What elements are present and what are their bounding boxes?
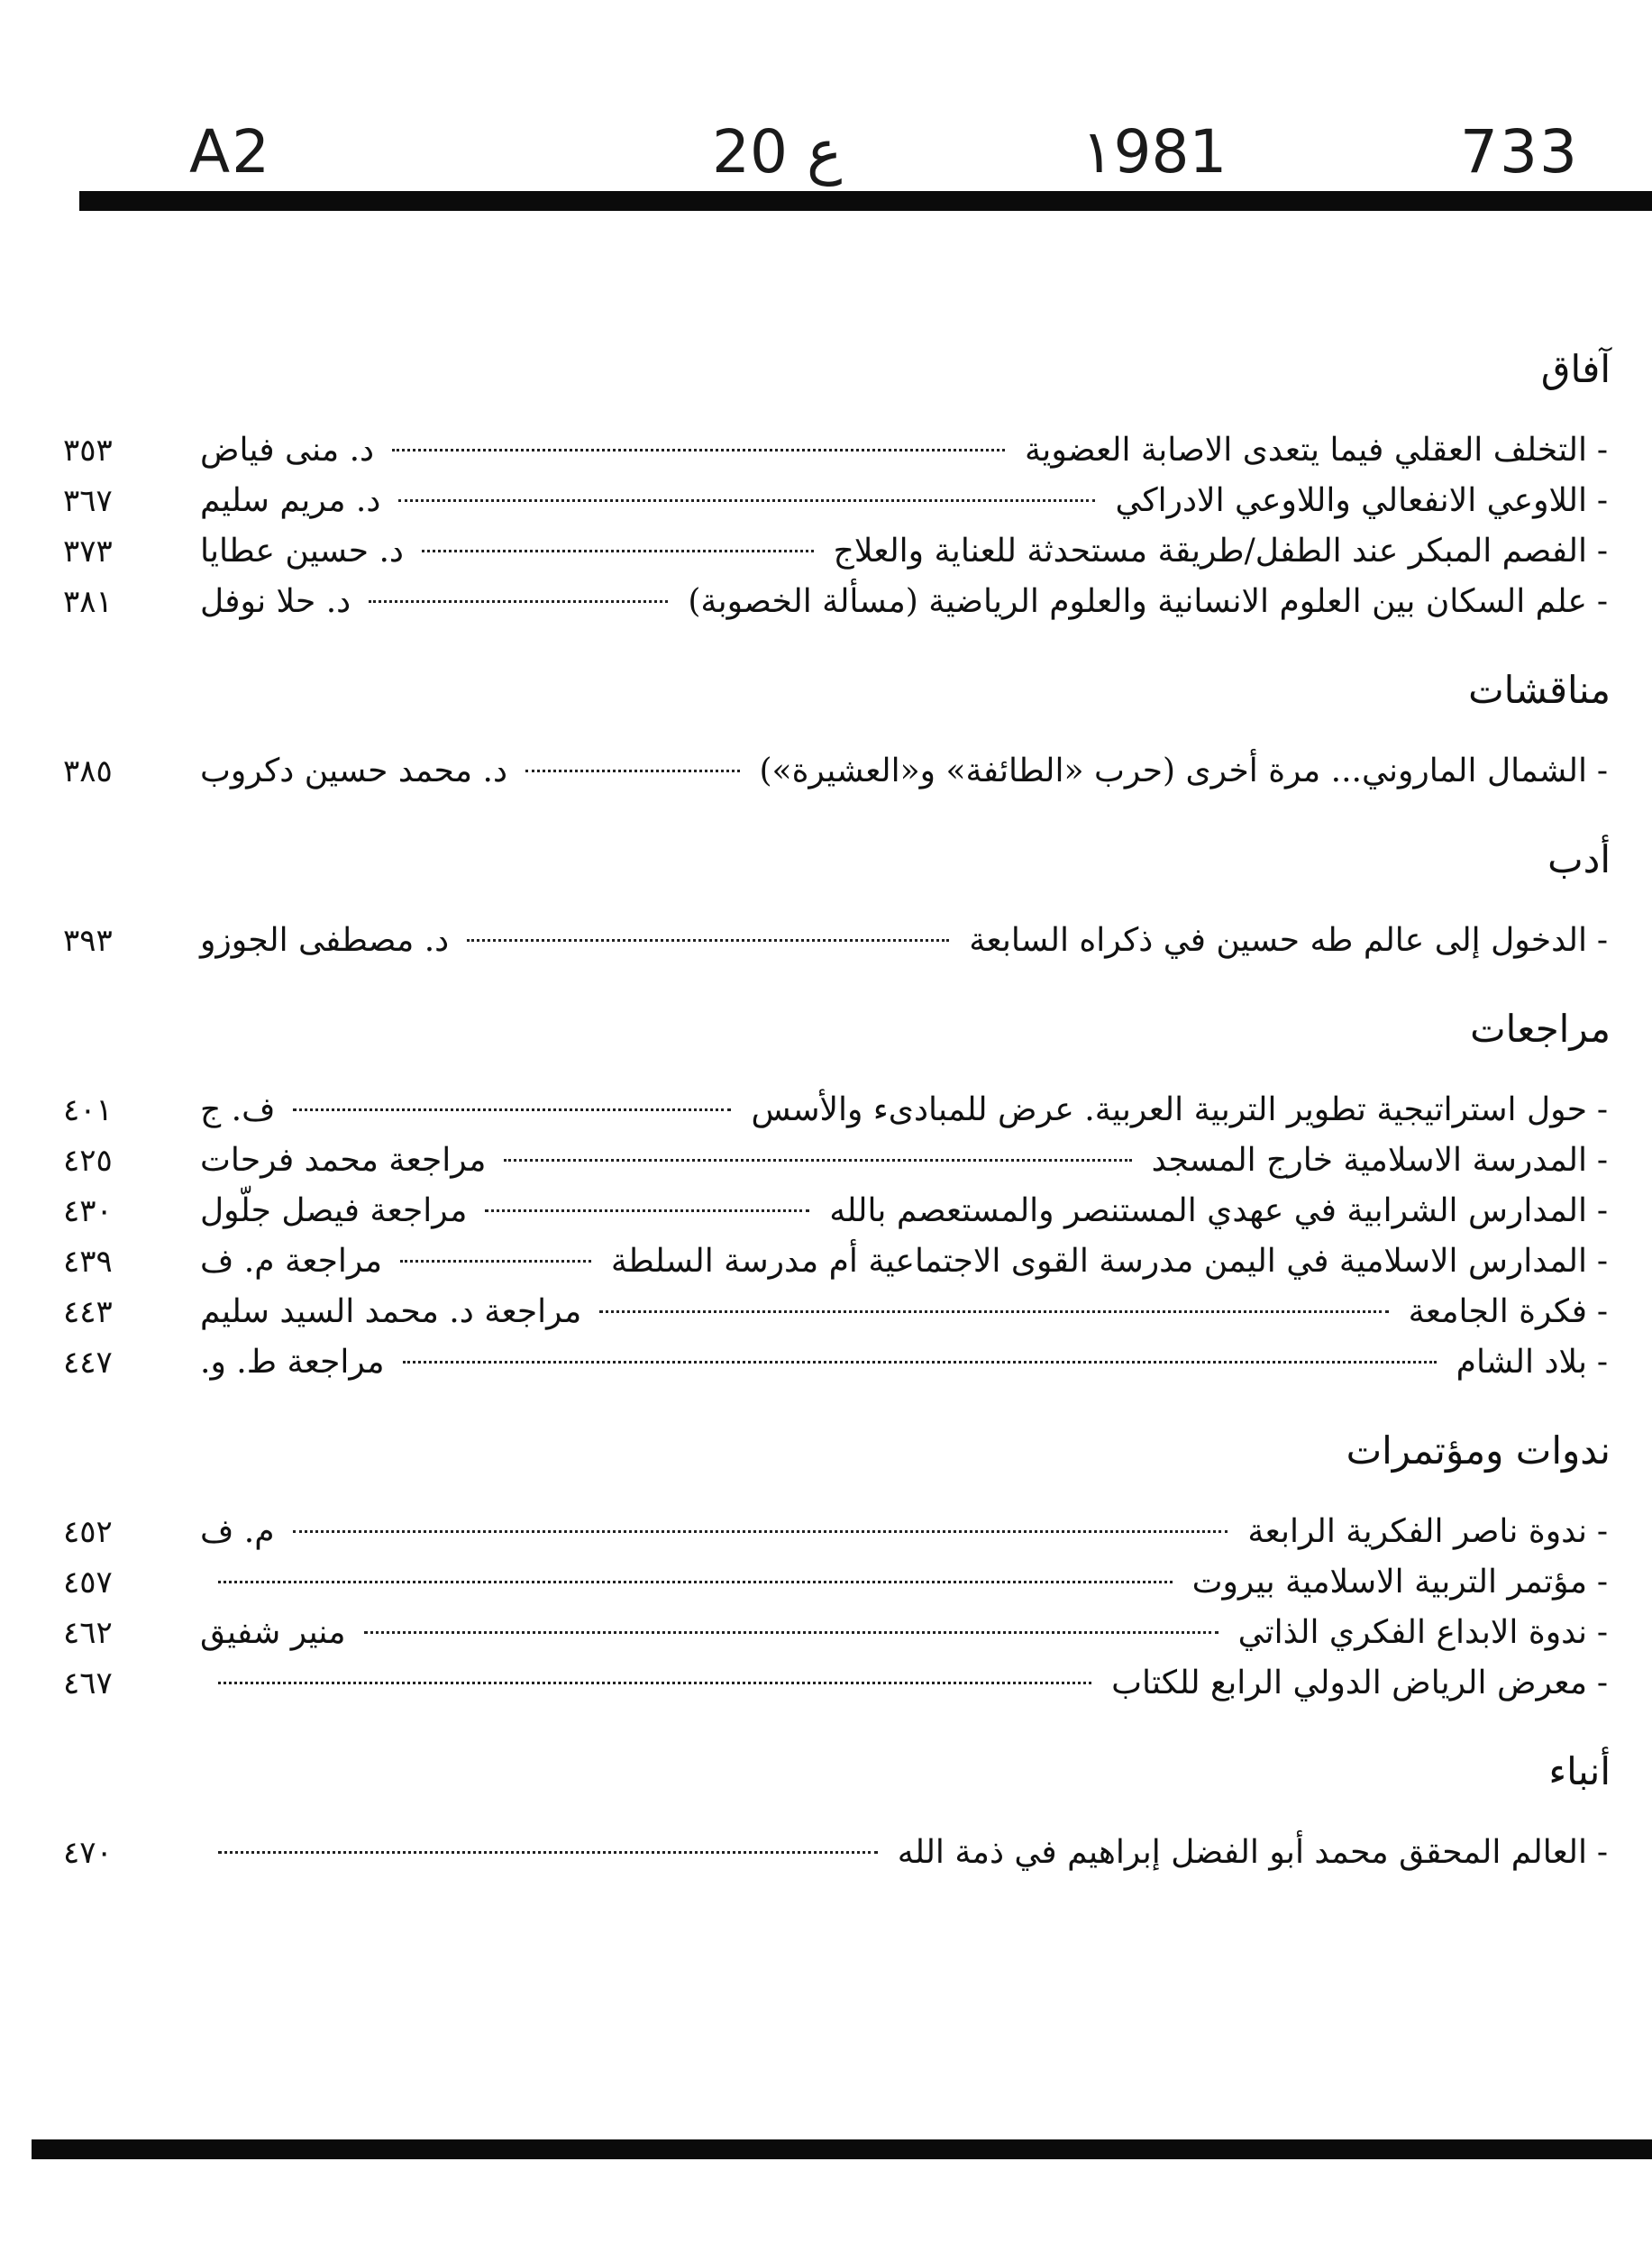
bottom-rule [32, 2139, 1652, 2159]
toc-entry [63, 1186, 1618, 1236]
toc-entry [63, 1337, 1618, 1388]
dot-leader [400, 1260, 591, 1263]
entry-page-number: ٤٦٧ [63, 1665, 113, 1701]
toc-section [63, 1745, 1618, 1878]
dot-leader [525, 770, 740, 772]
entry-page-number: ٣٦٧ [63, 483, 113, 519]
bullet-dash: - [1596, 1142, 1609, 1179]
entry-title: الدخول إلى عالم طه حسين في ذكراه السابعة [969, 922, 1587, 959]
section-title: مناقشات [1468, 668, 1611, 712]
toc-entry [63, 1658, 1618, 1709]
toc-entry [63, 526, 1618, 577]
entry-author: د. منى فياض [200, 432, 375, 469]
entry-author: د. مريم سليم [200, 482, 381, 519]
entry-page-number: ٤٥٧ [63, 1564, 113, 1601]
entry-title: الشمال الماروني... مرة أخرى (حرب «الطائفة» و«العشيرة») [759, 752, 1587, 789]
entry-page-number: ٣٨١ [63, 584, 113, 620]
dot-leader [369, 600, 668, 603]
dot-leader [218, 1581, 1173, 1583]
top-rule [79, 191, 1652, 211]
entry-title: بلاد الشام [1456, 1344, 1587, 1381]
toc-entry [63, 746, 1618, 797]
entry-author: م. ف [200, 1513, 275, 1550]
section-gap [63, 1709, 1618, 1745]
toc-section [63, 1424, 1618, 1709]
entry-title: فكرة الجامعة [1408, 1293, 1587, 1330]
entry-author: د. محمد حسين دكروب [200, 752, 507, 789]
bullet-dash: - [1596, 1293, 1609, 1330]
entry-author: مراجعة فيصل جلّول [200, 1192, 468, 1229]
toc-entry [63, 1236, 1618, 1287]
entry-author: مراجعة د. محمد السيد سليم [200, 1293, 582, 1330]
toc-entry [63, 1136, 1618, 1186]
toc-entry [63, 916, 1618, 966]
bullet-dash: - [1596, 1091, 1609, 1128]
entry-title: ندوة ناصر الفكرية الرابعة [1247, 1513, 1587, 1550]
entry-author: منير شفيق [200, 1614, 346, 1651]
toc-entry [63, 577, 1618, 627]
bullet-dash: - [1596, 1344, 1609, 1381]
bullet-dash: - [1596, 1243, 1609, 1280]
bullet-dash: - [1596, 432, 1609, 469]
bullet-dash: - [1596, 1614, 1609, 1651]
entry-title: التخلف العقلي فيما يتعدى الاصابة العضوية [1025, 432, 1587, 469]
bullet-dash: - [1596, 533, 1609, 570]
handwritten-header [189, 117, 1579, 198]
toc-entry [63, 476, 1618, 526]
section-title: ندوات ومؤتمرات [1346, 1428, 1611, 1473]
dot-leader [218, 1682, 1091, 1684]
entry-title: المدرسة الاسلامية خارج المسجد [1151, 1142, 1587, 1179]
dot-leader [392, 449, 1005, 451]
toc-entry [63, 1828, 1618, 1878]
entry-author: مراجعة م. ف [200, 1243, 383, 1280]
entry-page-number: ٤٣٩ [63, 1244, 113, 1280]
entry-title: اللاوعي الانفعالي واللاوعي الادراكي [1115, 482, 1587, 519]
toc-section [63, 833, 1618, 966]
bullet-dash: - [1596, 922, 1609, 959]
bullet-dash: - [1596, 752, 1609, 789]
section-title: أنباء [1548, 1749, 1611, 1793]
section-gap [63, 1388, 1618, 1424]
toc-entry [63, 1608, 1618, 1658]
toc-entry [63, 425, 1618, 476]
entry-title: معرض الرياض الدولي الرابع للكتاب [1111, 1665, 1587, 1701]
section-gap [63, 797, 1618, 833]
section-title: مراجعات [1470, 1007, 1611, 1051]
dot-leader [403, 1361, 1437, 1364]
archive-code: A2 [189, 117, 272, 187]
bullet-dash: - [1596, 1192, 1609, 1229]
section-gap [63, 966, 1618, 1002]
entry-author: ف. ج [200, 1091, 276, 1128]
entry-title: ندوة الابداع الفكري الذاتي [1237, 1614, 1587, 1651]
entry-title: حول استراتيجية تطوير التربية العربية. عرض للمبادىء والأسس [751, 1091, 1587, 1128]
entry-page-number: ٤٤٧ [63, 1345, 113, 1381]
dot-leader [364, 1631, 1218, 1634]
entry-title: المدارس الشرابية في عهدي المستنصر والمستعصم بالله [829, 1192, 1587, 1229]
entry-page-number: ٣٩٣ [63, 923, 113, 959]
section-title: أدب [1547, 837, 1611, 881]
bullet-dash: - [1596, 1834, 1609, 1871]
toc-entry [63, 1557, 1618, 1608]
dot-leader [422, 550, 814, 552]
bullet-dash: - [1596, 482, 1609, 519]
entry-title: المدارس الاسلامية في اليمن مدرسة القوى الاجتماعية أم مدرسة السلطة [610, 1243, 1587, 1280]
toc-section [63, 1002, 1618, 1388]
dot-leader [398, 499, 1095, 502]
entry-page-number: ٤٣٠ [63, 1193, 113, 1229]
entry-page-number: ٣٧٣ [63, 534, 113, 570]
entry-author: مراجعة ط. و. [200, 1344, 385, 1381]
entry-author: مراجعة محمد فرحات [200, 1142, 487, 1179]
entry-title: الفصم المبكر عند الطفل/طريقة مستحدثة للعناية والعلاج [833, 533, 1587, 570]
dot-leader [467, 939, 949, 942]
issue-number: 20 ع [712, 117, 843, 187]
dot-leader [293, 1108, 731, 1111]
table-of-contents [63, 342, 1618, 1914]
entry-page-number: ٤٠١ [63, 1092, 113, 1128]
dot-leader [504, 1159, 1131, 1162]
entry-page-number: ٤٤٣ [63, 1294, 113, 1330]
toc-section [63, 663, 1618, 797]
dot-leader [293, 1530, 1228, 1533]
section-title: آفاق [1540, 347, 1611, 391]
entry-author: د. حلا نوفل [200, 583, 351, 620]
dot-leader [218, 1851, 878, 1854]
toc-entry [63, 1507, 1618, 1557]
toc-entry [63, 1287, 1618, 1337]
entry-page-number: ٣٨٥ [63, 753, 113, 789]
entry-page-number: ٣٥٣ [63, 433, 113, 469]
entry-page-number: ٤٢٥ [63, 1143, 113, 1179]
entry-author: د. حسين عطايا [200, 533, 404, 570]
entry-author: د. مصطفى الجوزو [200, 922, 450, 959]
section-gap [63, 1878, 1618, 1914]
dot-leader [485, 1209, 809, 1212]
entry-page-number: ٤٦٢ [63, 1615, 113, 1651]
bullet-dash: - [1596, 1513, 1609, 1550]
section-gap [63, 627, 1618, 663]
year: ١981 [1082, 117, 1228, 187]
entry-page-number: ٤٧٠ [63, 1835, 113, 1871]
bullet-dash: - [1596, 1665, 1609, 1701]
dot-leader [599, 1310, 1388, 1313]
bullet-dash: - [1596, 1564, 1609, 1601]
entry-page-number: ٤٥٢ [63, 1514, 113, 1550]
toc-entry [63, 1085, 1618, 1136]
entry-title: العالم المحقق محمد أبو الفضل إبراهيم في ذمة الله [897, 1834, 1587, 1871]
entry-title: علم السكان بين العلوم الانسانية والعلوم الرياضية (مسألة الخصوبة) [688, 583, 1587, 620]
page-number: 733 [1460, 117, 1579, 187]
entry-title: مؤتمر التربية الاسلامية بيروت [1191, 1564, 1587, 1601]
toc-section [63, 342, 1618, 627]
bullet-dash: - [1596, 583, 1609, 620]
